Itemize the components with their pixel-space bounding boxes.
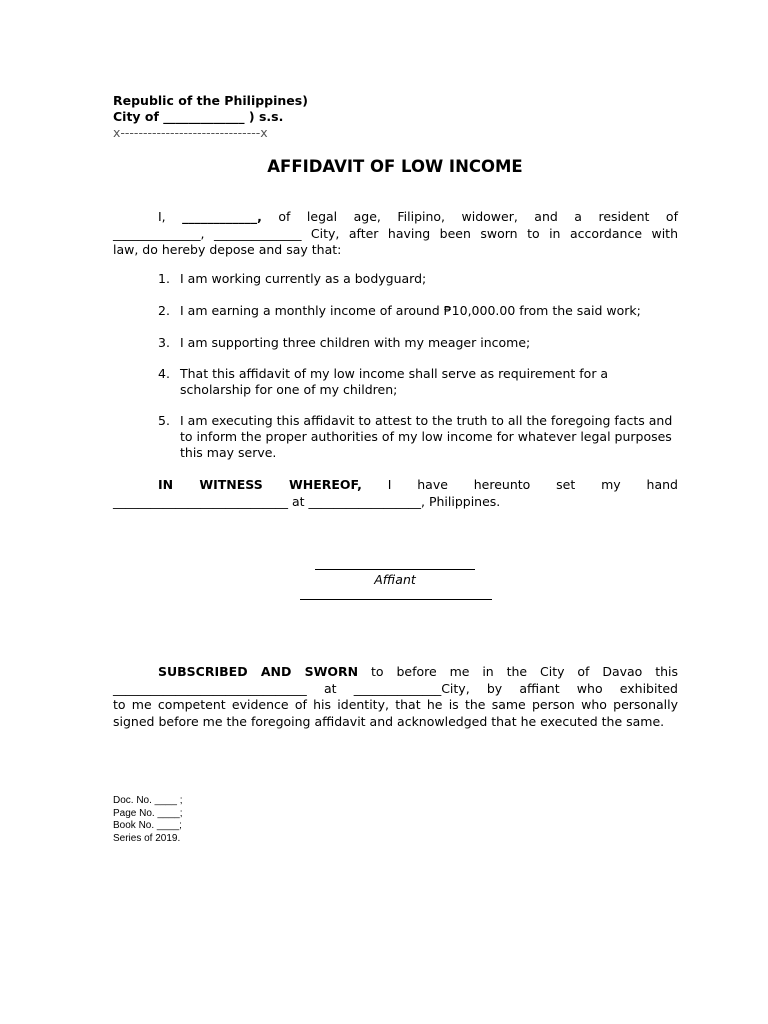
list-number: 5. <box>158 413 170 428</box>
affiant-signature-line <box>315 569 475 570</box>
affiant-label: Affiant <box>374 572 416 587</box>
intro-pronoun: I, <box>158 209 166 224</box>
list-number: 4. <box>158 366 170 381</box>
doc-number: Doc. No. ____ ; <box>113 795 183 806</box>
name-blank: ____________, <box>182 209 262 224</box>
jurat-line-2: _______________________________ at ______________City, by affiant who exhibited <box>113 680 678 696</box>
page-number: Page No. ____; <box>113 807 183 819</box>
list-text: I am working currently as a bodyguard; <box>180 271 427 286</box>
intro-line-3: law, do hereby depose and say that: <box>113 242 342 257</box>
list-text: I am earning a monthly income of around ₱10,000.00 from the said work; <box>180 303 641 318</box>
intro-line-2: ______________, ______________ City, after having been sworn to in accordance with <box>113 225 678 241</box>
list-text: I am supporting three children with my meager income; <box>180 335 531 350</box>
jurat-line-4: signed before me the foregoing affidavit and acknowledged that he executed the same. <box>113 713 665 729</box>
jurat-text: to before me in the City of Davao this <box>371 664 678 679</box>
witness-line-1 <box>113 477 678 494</box>
venue-republic: Republic of the Philippines) <box>113 93 308 108</box>
jurat-line-1 <box>113 664 678 681</box>
document-title: AFFIDAVIT OF LOW INCOME <box>267 157 523 176</box>
intro-paragraph <box>113 209 678 259</box>
list-number: 3. <box>158 335 170 350</box>
witness-line-2: ____________________________ at __________________, Philippines. <box>113 493 501 509</box>
notarial-register <box>113 795 183 845</box>
venue-city: City of _____________ ) s.s. <box>113 109 284 124</box>
jurat-paragraph <box>113 664 678 730</box>
witness-lead: IN WITNESS WHEREOF, <box>158 477 362 492</box>
witness-text: I have hereunto set my hand <box>387 477 678 492</box>
list-text: That this affidavit of my low income shall serve as requirement for a scholarship for one of my children; <box>180 366 609 397</box>
list-number: 2. <box>158 303 170 318</box>
series-year: Series of 2019. <box>113 832 181 844</box>
jurat-line-3: to me competent evidence of his identity, that he is the same person who personally <box>113 697 678 712</box>
jurat-lead: SUBSCRIBED AND SWORN <box>158 664 359 679</box>
affiant-id-line <box>300 599 492 600</box>
book-number: Book No. ____; <box>113 820 182 831</box>
witness-paragraph <box>113 477 678 510</box>
list-text: I am executing this affidavit to attest to the truth to all the foregoing facts and to inform the proper authorities of my low income for whatever legal purposes this may serve. <box>180 413 673 460</box>
intro-line-1 <box>113 209 678 226</box>
venue-divider: x-------------------------------x <box>113 125 268 140</box>
list-number: 1. <box>158 271 170 286</box>
intro-text: of legal age, Filipino, widower, and a resident of <box>278 209 678 224</box>
